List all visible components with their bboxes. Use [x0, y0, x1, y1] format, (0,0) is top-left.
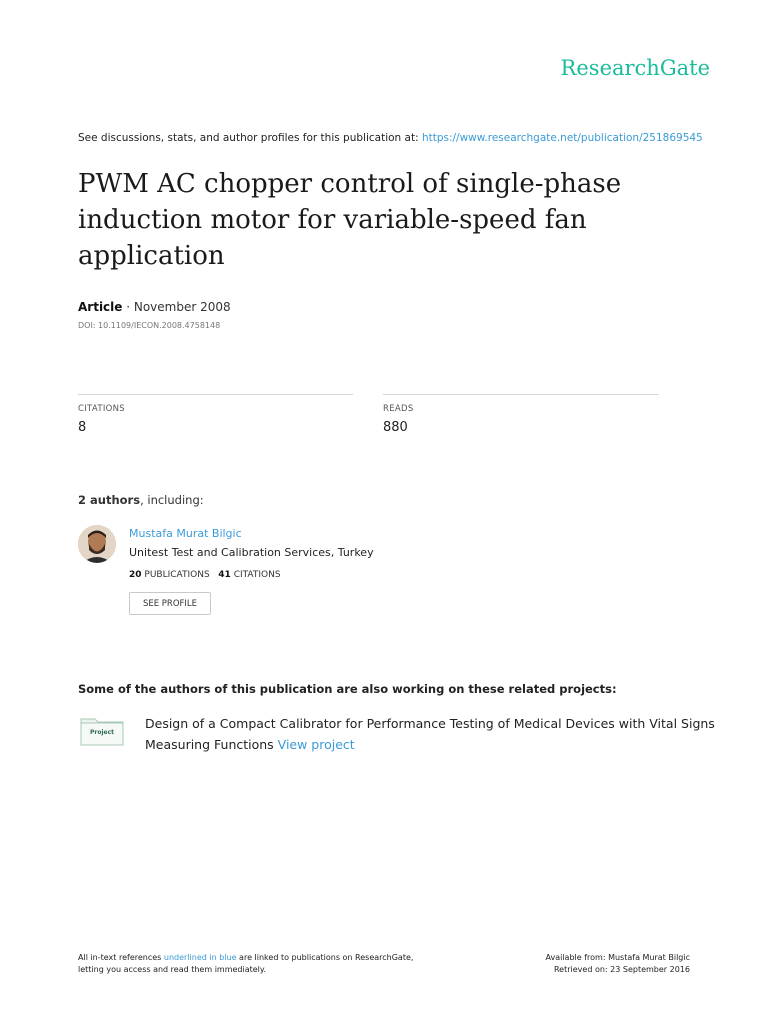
author-institution: Unitest Test and Calibration Services, Turkey — [129, 546, 374, 559]
reads-label: READS — [383, 404, 414, 414]
reads-value: 880 — [383, 420, 408, 435]
project-title-line: Design of a Compact Calibrator for Performance Testing of Medical Devices with Vital Signs — [145, 716, 715, 731]
footer-left-prefix: All in-text references — [78, 953, 164, 962]
folder-icon[interactable] — [80, 716, 124, 746]
publication-type: Article — [78, 300, 123, 314]
author-publications-count: 20 — [129, 570, 142, 580]
author-publications-label: PUBLICATIONS — [144, 570, 210, 580]
authors-count: 2 authors — [78, 493, 141, 507]
authors-suffix: , including: — [140, 493, 204, 507]
author-avatar[interactable] — [78, 525, 116, 563]
citations-value: 8 — [78, 420, 87, 435]
researchgate-logo[interactable]: ResearchGate — [560, 56, 710, 80]
author-stats — [129, 570, 281, 580]
footer-available-from: Available from: Mustafa Murat Bilgic — [545, 953, 690, 962]
publication-date: · November 2008 — [122, 300, 231, 314]
project-icon-label: Project — [89, 729, 115, 736]
footer-availability — [545, 952, 690, 976]
project-title — [145, 713, 715, 755]
citations-divider — [78, 394, 353, 395]
view-project-link[interactable]: View project — [277, 737, 355, 752]
related-projects-heading: Some of the authors of this publication are also working on these related projects: — [78, 682, 617, 696]
publication-url-link[interactable]: https://www.researchgate.net/publication/251869545 — [421, 132, 703, 144]
footer-left-line2: letting you access and read them immediately. — [78, 965, 267, 974]
reads-divider — [383, 394, 659, 395]
publication-title — [78, 166, 698, 274]
publication-meta — [78, 300, 231, 314]
project-title-line2 — [145, 734, 705, 755]
underlined-in-blue-link[interactable]: underlined in blue — [163, 953, 237, 962]
footer-left-suffix: are linked to publications on ResearchGate, — [236, 953, 414, 962]
avatar-portrait — [78, 525, 116, 563]
author-citations-label: CITATIONS — [233, 570, 281, 580]
footer-left-line1 — [78, 952, 413, 964]
footer-references-note — [78, 952, 413, 976]
citations-label: CITATIONS — [78, 404, 125, 414]
see-profile-button[interactable]: SEE PROFILE — [129, 592, 211, 615]
title-line: induction motor for variable-speed fan — [78, 205, 587, 235]
discussion-line — [78, 132, 703, 144]
title-line: PWM AC chopper control of single-phase — [78, 169, 622, 199]
project-title-tail: Measuring Functions — [145, 737, 278, 752]
authors-heading — [78, 493, 204, 507]
footer-retrieved-on: Retrieved on: 23 September 2016 — [553, 965, 690, 974]
author-citations-count: 41 — [218, 570, 231, 580]
author-name-link[interactable]: Mustafa Murat Bilgic — [129, 527, 242, 540]
discussion-prefix: See discussions, stats, and author profiles for this publication at: — [78, 132, 422, 144]
title-line: application — [78, 241, 225, 271]
publication-doi: DOI: 10.1109/IECON.2008.4758148 — [78, 321, 221, 330]
